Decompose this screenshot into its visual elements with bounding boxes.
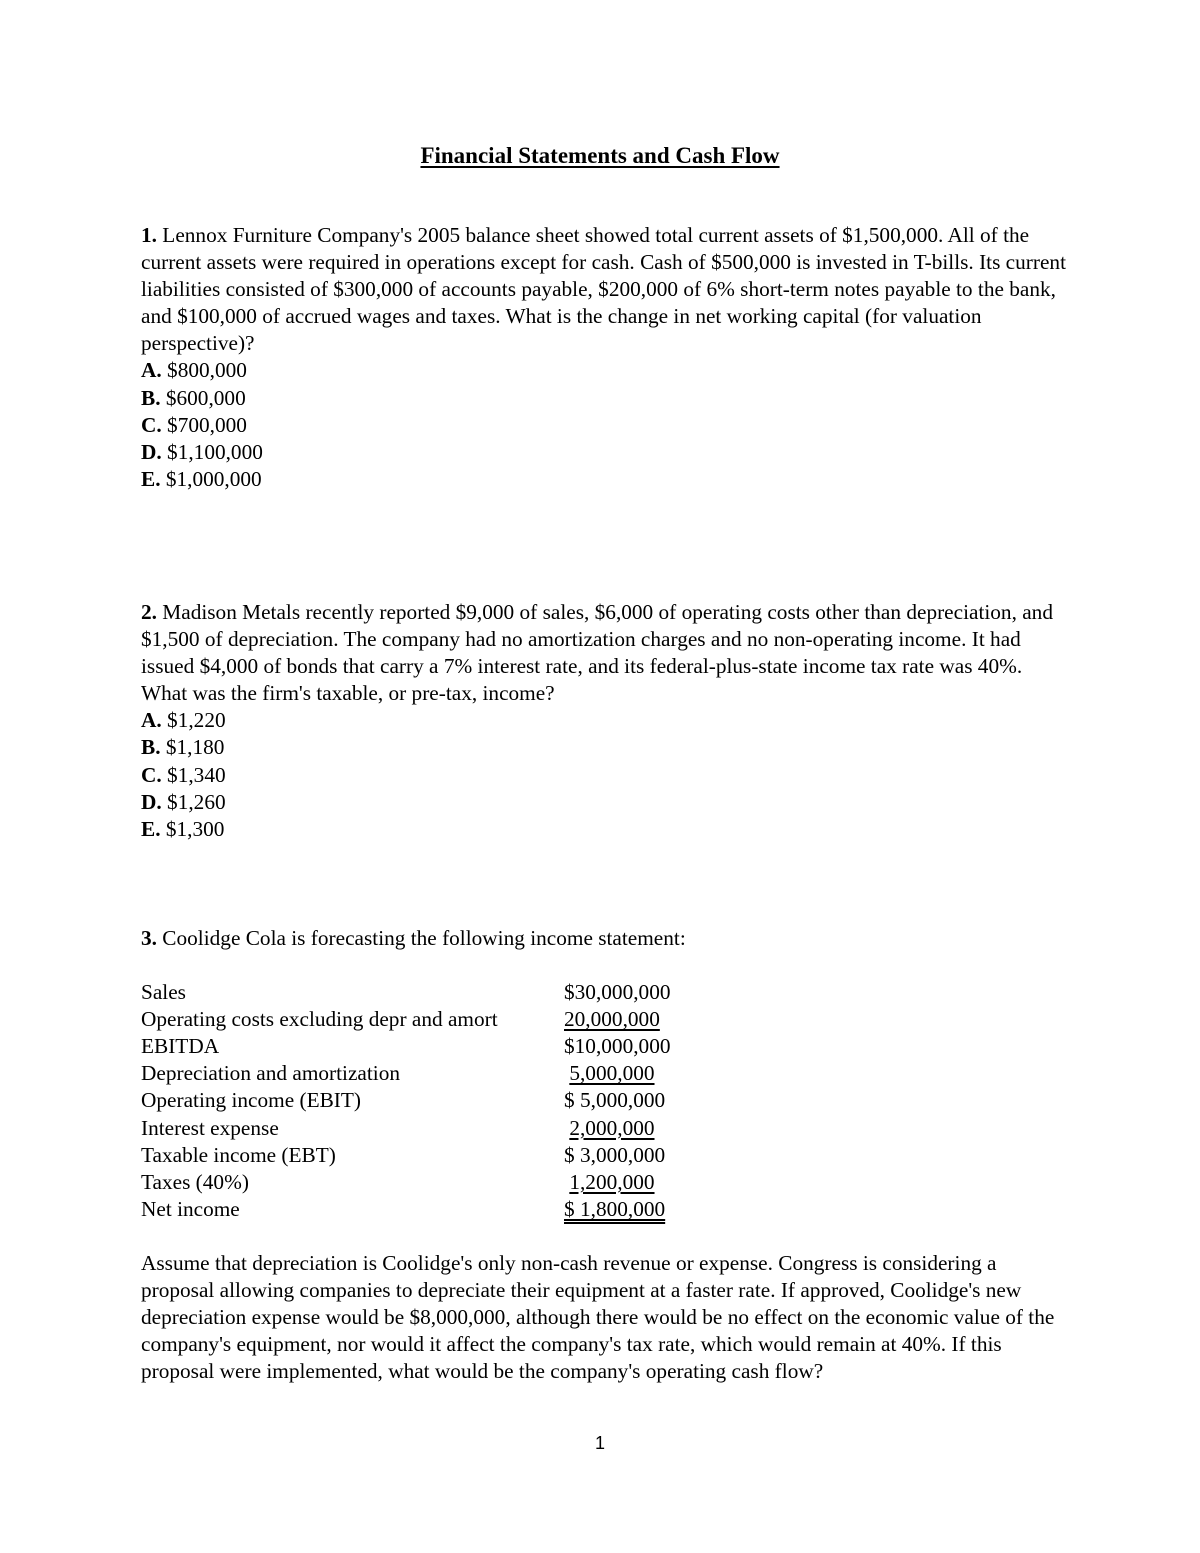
row-label: Interest expense <box>141 1115 279 1140</box>
table-row <box>141 1169 670 1196</box>
row-label: Sales <box>141 980 186 1005</box>
answer-option-a: A. $1,220 <box>141 708 226 733</box>
row-label: Operating income (EBIT) <box>141 1088 361 1113</box>
row-amount: 2,000,000 <box>569 1115 655 1140</box>
answer-option-b: B. $1,180 <box>141 735 225 760</box>
row-label: EBITDA <box>141 1034 220 1059</box>
row-label: Net income <box>141 1196 240 1221</box>
table-row <box>141 1087 670 1114</box>
answer-option-a: A. $800,000 <box>141 358 247 383</box>
row-label: Taxable income (EBT) <box>141 1142 336 1167</box>
question-number: 2. <box>141 600 157 624</box>
answer-option-d: D. $1,100,000 <box>141 439 263 464</box>
answer-option-d: D. $1,260 <box>141 789 226 814</box>
table-row <box>141 1142 670 1169</box>
row-amount: 1,200,000 <box>569 1169 655 1194</box>
income-statement-table <box>141 979 670 1223</box>
answer-option-c: C. $1,340 <box>141 762 226 787</box>
answer-option-e: E. $1,300 <box>141 816 225 841</box>
table-row <box>141 1060 670 1087</box>
table-row <box>141 1033 670 1060</box>
row-amount: $ 1,800,000 <box>564 1196 666 1221</box>
row-amount: $30,000,000 <box>564 980 671 1005</box>
question-number: 3. <box>141 926 157 950</box>
row-amount: $10,000,000 <box>564 1034 671 1059</box>
page-title: Financial Statements and Cash Flow <box>420 143 780 168</box>
question-2 <box>141 599 1071 843</box>
table-row <box>141 1196 670 1223</box>
page-number: 1 <box>594 1433 605 1453</box>
row-amount: 20,000,000 <box>564 1007 660 1032</box>
question-text: Madison Metals recently reported $9,000 of sales, $6,000 of operating costs other than depreciation, and $1,500 of depreciation. The company had no amortization charges and no non-operating income. It had issued $4,000 of bonds that carry a 7% interest rate, and its federal-plus-state income tax rate was 40%. What was the firm's taxable, or pre-tax, income? <box>141 600 1053 706</box>
table-row <box>141 979 670 1006</box>
row-label: Depreciation and amortization <box>141 1061 401 1086</box>
answer-options <box>141 707 1071 842</box>
row-amount: $ 5,000,000 <box>564 1088 666 1113</box>
answer-option-e: E. $1,000,000 <box>141 466 262 491</box>
question-number: 1. <box>141 223 157 247</box>
question-stem <box>141 599 1071 707</box>
answer-options <box>141 357 1071 492</box>
question-1 <box>141 222 1071 493</box>
table-row <box>141 1006 670 1033</box>
question-stem <box>141 222 1071 357</box>
question-stem <box>141 925 1071 952</box>
row-amount: $ 3,000,000 <box>564 1142 666 1167</box>
answer-option-b: B. $600,000 <box>141 385 246 410</box>
row-label: Taxes (40%) <box>141 1169 249 1194</box>
table-row <box>141 1115 670 1142</box>
row-amount: 5,000,000 <box>569 1061 655 1086</box>
row-label: Operating costs excluding depr and amort <box>141 1007 498 1032</box>
question-3 <box>141 925 1071 1385</box>
answer-option-c: C. $700,000 <box>141 412 247 437</box>
question-follow-up: Assume that depreciation is Coolidge's only non-cash revenue or expense. Congress is considering a proposal allowing companies to depreciate their equipment at a faster rate. If approved, Coolidge's new depreciation expense would be $8,000,000, although there would be no effect on the economic value of the company's equipment, nor would it affect the company's tax rate, which would remain at 40%. If this proposal were implemented, what would be the company's operating cash flow? <box>141 1250 1055 1384</box>
question-text: Coolidge Cola is forecasting the following income statement: <box>156 926 686 950</box>
question-text: Lennox Furniture Company's 2005 balance sheet showed total current assets of $1,500,000. All of the current assets were required in operations except for cash. Cash of $500,000 is invested in T-bills. Its current liabilities consisted of $300,000 of accounts payable, $200,000 of 6% short-term notes payable to the bank, and $100,000 of accrued wages and taxes. What is the change in net working capital (for valuation perspective)? <box>141 223 1066 356</box>
